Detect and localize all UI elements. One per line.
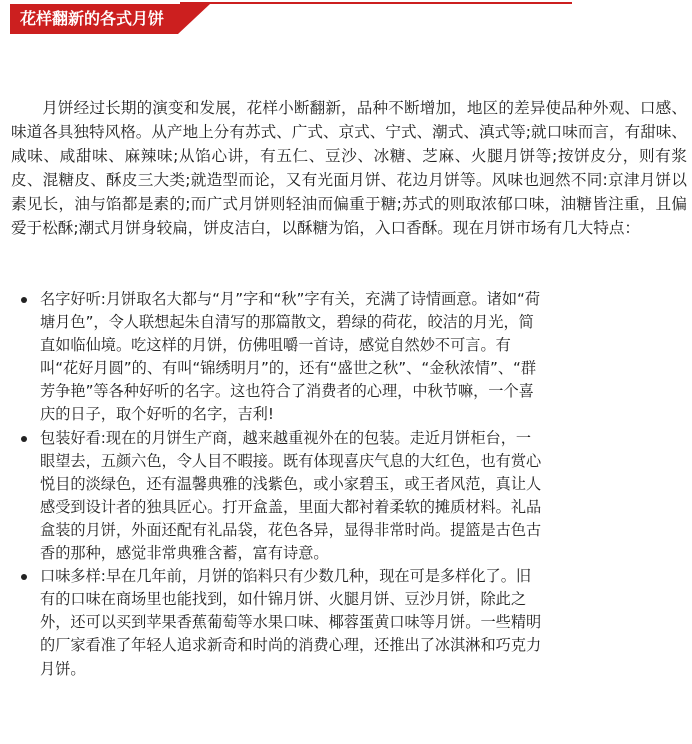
- page-title: 花样翻新的各式月饼: [20, 9, 165, 28]
- list-item: [0, 288, 542, 427]
- section-title-banner: [10, 4, 210, 34]
- bullet-icon: [21, 297, 27, 303]
- intro-paragraph: 月饼经过长期的演变和发展，花样小断翻新，品种不断增加，地区的差异使品种外观、口感、味道各具独特风格。从产地上分有苏式、广式、京式、宁式、潮式、滇式等;就口味而言，有甜味、咸味、咸甜味、麻辣味;从馅心讲，有五仁、豆沙、冰糖、芝麻、火腿月饼等;按饼皮分，则有浆皮、混糖皮、酥皮三大类;就造型而论，又有光面月饼、花边月饼等。风味也迥然不同:京津月饼以素见长，油与馅都是素的;而广式月饼则轻油而偏重于糖;苏式的则取浓郁口味，油糖皆注重，且偏爱于松酥;潮式月饼身较扁，饼皮洁白，以酥糖为馅，入口香酥。现在月饼市场有几大特点：: [11, 99, 687, 238]
- bullet-icon: [21, 436, 27, 442]
- feature-text: 口味多样:早在几年前，月饼的馅料只有少数几种，现在可是多样化了。旧有的口味在商场里也能找到，如什锦月饼、火腿月饼、豆沙月饼，除此之外，还可以买到苹果香蕉葡萄等水果口味、椰蓉蛋黄口味等月饼。一些精明的厂家看准了年轻人追求新奇和时尚的消费心理，还推出了冰淇淋和巧克力月饼。: [40, 567, 542, 678]
- list-item: [0, 427, 542, 566]
- bullet-icon: [21, 574, 27, 580]
- feature-text: 名字好听:月饼取名大都与“月”字和“秋”字有关，充满了诗情画意。诸如“荷塘月色”，令人联想起朱自清写的那篇散文，碧绿的荷花，皎洁的月光，简直如临仙境。吃这样的月饼，仿佛咀嚼一首诗，感觉自然妙不可言。有叫“花好月圆”的、有叫“锦绣明月”的，还有“盛世之秋”、“金秋浓情”、“群芳争艳”等各种好听的名字。这也符合了消费者的心理，中秋节嘛，一个喜庆的日子，取个好听的名字，吉利!: [40, 290, 541, 424]
- list-item: [0, 565, 542, 680]
- feature-list: [0, 288, 542, 681]
- feature-text: 包装好看:现在的月饼生产商，越来越重视外在的包装。走近月饼柜台，一眼望去，五颜六色，令人目不暇接。既有体现喜庆气息的大红色，也有赏心悦目的淡绿色，还有温馨典雅的浅紫色，或小家碧玉，或王者风范，真让人感受到设计者的独具匠心。打开盒盖，里面大都衬着柔软的摊质材料。礼品盒装的月饼，外面还配有礼品袋，花色各异，显得非常时尚。提篮是古色古香的那种，感觉非常典雅含蓄，富有诗意。: [40, 428, 542, 563]
- title-divider: [180, 2, 572, 4]
